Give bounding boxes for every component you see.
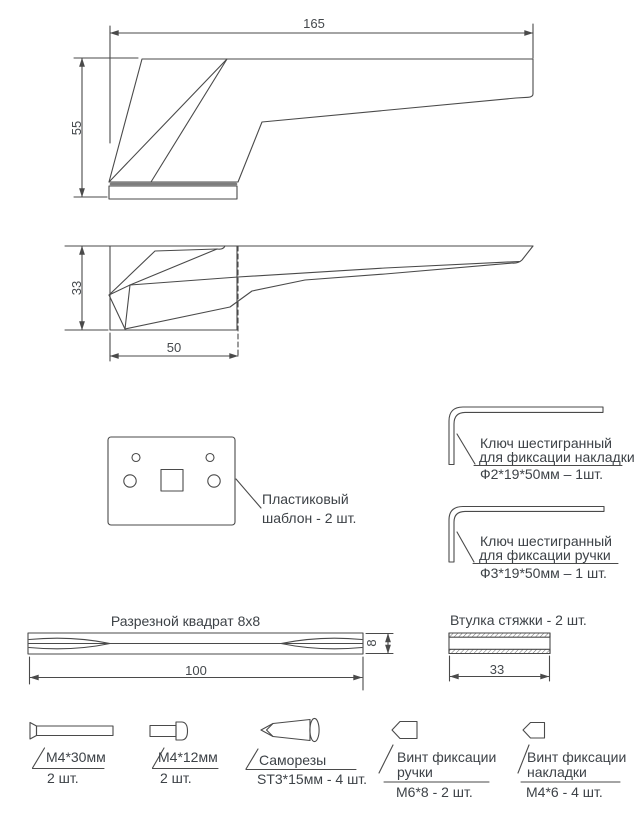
self-tapping-spec: ST3*15мм - 4 шт. [257, 771, 368, 787]
side-view-drawing [74, 24, 533, 199]
self-tapping-label: Саморезы [259, 752, 327, 768]
set-screw-handle-label-line1: Винт фиксации [397, 749, 497, 765]
bolt-m4-30-qty: 2 шт. [47, 770, 79, 786]
template-label-line2: шаблон - 2 шт. [262, 510, 357, 526]
spindle-dim-100: 100 [185, 663, 207, 678]
screw-m4-12-qty: 2 шт. [160, 770, 192, 786]
hex-key-small-label-line1: Ключ шестигранный [480, 435, 612, 451]
set-screw-handle-spec: М6*8 - 2 шт. [396, 784, 473, 800]
hex-key-small-spec: Ф2*19*50мм – 1шт. [480, 466, 604, 482]
sleeve-title: Втулка стяжки - 2 шт. [450, 612, 587, 628]
sleeve-dim-33: 33 [489, 662, 505, 677]
hex-key-large-spec: Ф3*19*50мм – 1 шт. [480, 565, 607, 581]
dim-base-50: 50 [166, 340, 182, 355]
set-screw-plate-spec: М4*6 - 4 шт. [526, 784, 603, 800]
spindle-drawing [28, 633, 393, 690]
screw-m4-12-label: М4*12мм [158, 749, 218, 765]
hex-key-small-label-line2: для фиксации накладки [479, 449, 635, 465]
spindle-title: Разрезной квадрат 8x8 [110, 613, 261, 629]
spindle-dim-8: 8 [363, 639, 379, 647]
template-leader-line [236, 479, 261, 508]
bolt-m4-30-label: М4*30мм [46, 749, 106, 765]
dim-length-165: 165 [303, 16, 325, 31]
hex-key-large-label-line1: Ключ шестигранный [480, 533, 612, 549]
top-view-drawing [65, 246, 533, 361]
hex-key-large-label-line2: для фиксации ручки [479, 547, 611, 563]
template-label-line1: Пластиковый [262, 491, 349, 507]
template-drawing [108, 437, 261, 525]
set-screw-plate-label-line2: накладки [527, 764, 587, 780]
dim-width-33: 33 [68, 280, 84, 296]
dim-height-55: 55 [68, 120, 84, 136]
set-screw-plate-label-line1: Винт фиксации [527, 749, 627, 765]
set-screw-handle-label-line2: ручки [397, 764, 433, 780]
